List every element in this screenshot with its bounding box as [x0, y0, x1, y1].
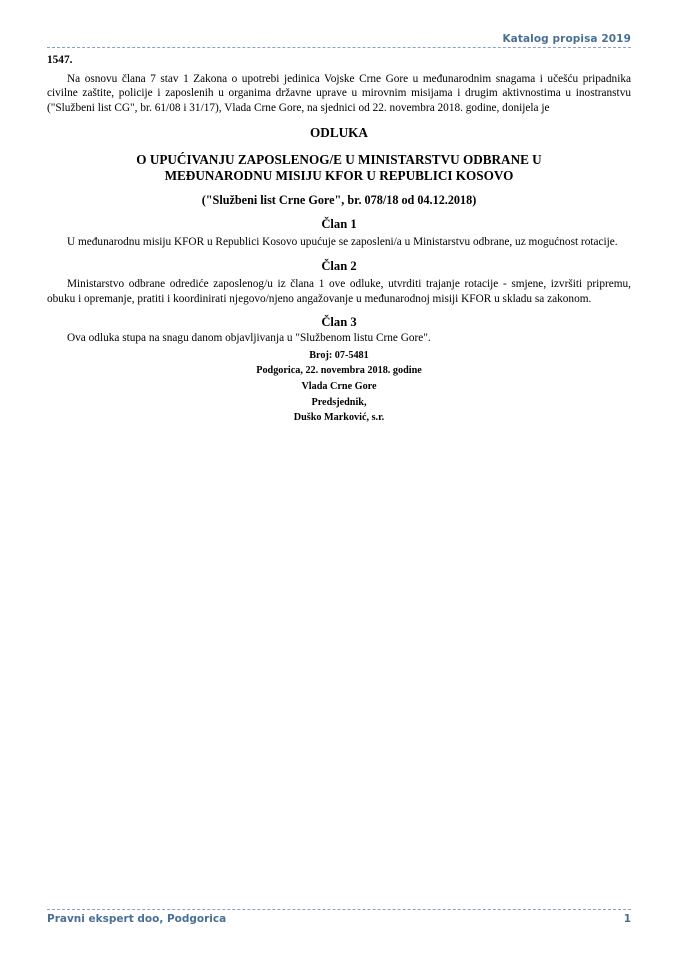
- article-3-heading: Član 3: [321, 315, 357, 330]
- document-number: 1547.: [47, 54, 73, 66]
- issuing-body: Vlada Crne Gore: [301, 380, 377, 392]
- catalog-title: Katalog propisa 2019: [502, 33, 631, 45]
- signature-block: [47, 348, 631, 426]
- article-2-heading: Član 2: [321, 258, 357, 273]
- article-1-heading: Član 1: [321, 217, 357, 232]
- preamble-paragraph: Na osnovu člana 7 stav 1 Zakona o upotrebi jedinica Vojske Crne Gore u međunarodnim snagama i učešću pripadnika civilne zaštite, policije i zaposlenih u organima državne uprave u mirovnim misijama i drugim aktivnostima u inostranstvu ("Službeni list CG", br. 61/08 i 31/17), Vlada Crne Gore, na sjednici od 22. novembra 2018. godine, donijela je: [47, 72, 631, 114]
- place-date: Podgorica, 22. novembra 2018. godine: [256, 365, 422, 377]
- signatory-role: Predsjednik,: [311, 396, 367, 408]
- document-body: [47, 53, 631, 426]
- decision-number: Broj: 07-5481: [309, 349, 369, 361]
- page-number: 1: [623, 913, 631, 925]
- document-subtitle: [47, 152, 631, 184]
- publisher-name: Pravni ekspert doo, Podgorica: [47, 913, 227, 925]
- article-1-text: U međunarodnu misiju KFOR u Republici Kosovo upućuje se zaposleni/a u Ministarstvu odbrane, uz mogućnost rotacije.: [67, 236, 618, 249]
- document-title: ODLUKA: [310, 125, 368, 141]
- signatory-name: Duško Marković, s.r.: [293, 412, 385, 424]
- header-divider: [47, 47, 631, 48]
- subtitle-line-2: MEĐUNARODNU MISIJU KFOR U REPUBLICI KOSOVO: [164, 168, 514, 184]
- gazette-reference: ("Službeni list Crne Gore", br. 078/18 od 04.12.2018): [201, 193, 477, 208]
- subtitle-line-1: O UPUĆIVANJU ZAPOSLENOG/E U MINISTARSTVU ODBRANE U: [136, 152, 542, 168]
- footer-divider: [47, 909, 631, 910]
- article-2-text: Ministarstvo odbrane odrediće zaposlenog/u iz člana 1 ove odluke, utvrditi trajanje rotacije - smjene, izvršiti pripremu, obuku i opremanje, pratiti i koordinirati njegovo/njeno angažovanje u međunarodnoj misiji KFOR u skladu sa zakonom.: [47, 277, 631, 305]
- article-3-text: Ova odluka stupa na snagu danom objavljivanja u "Službenom listu Crne Gore".: [67, 332, 431, 345]
